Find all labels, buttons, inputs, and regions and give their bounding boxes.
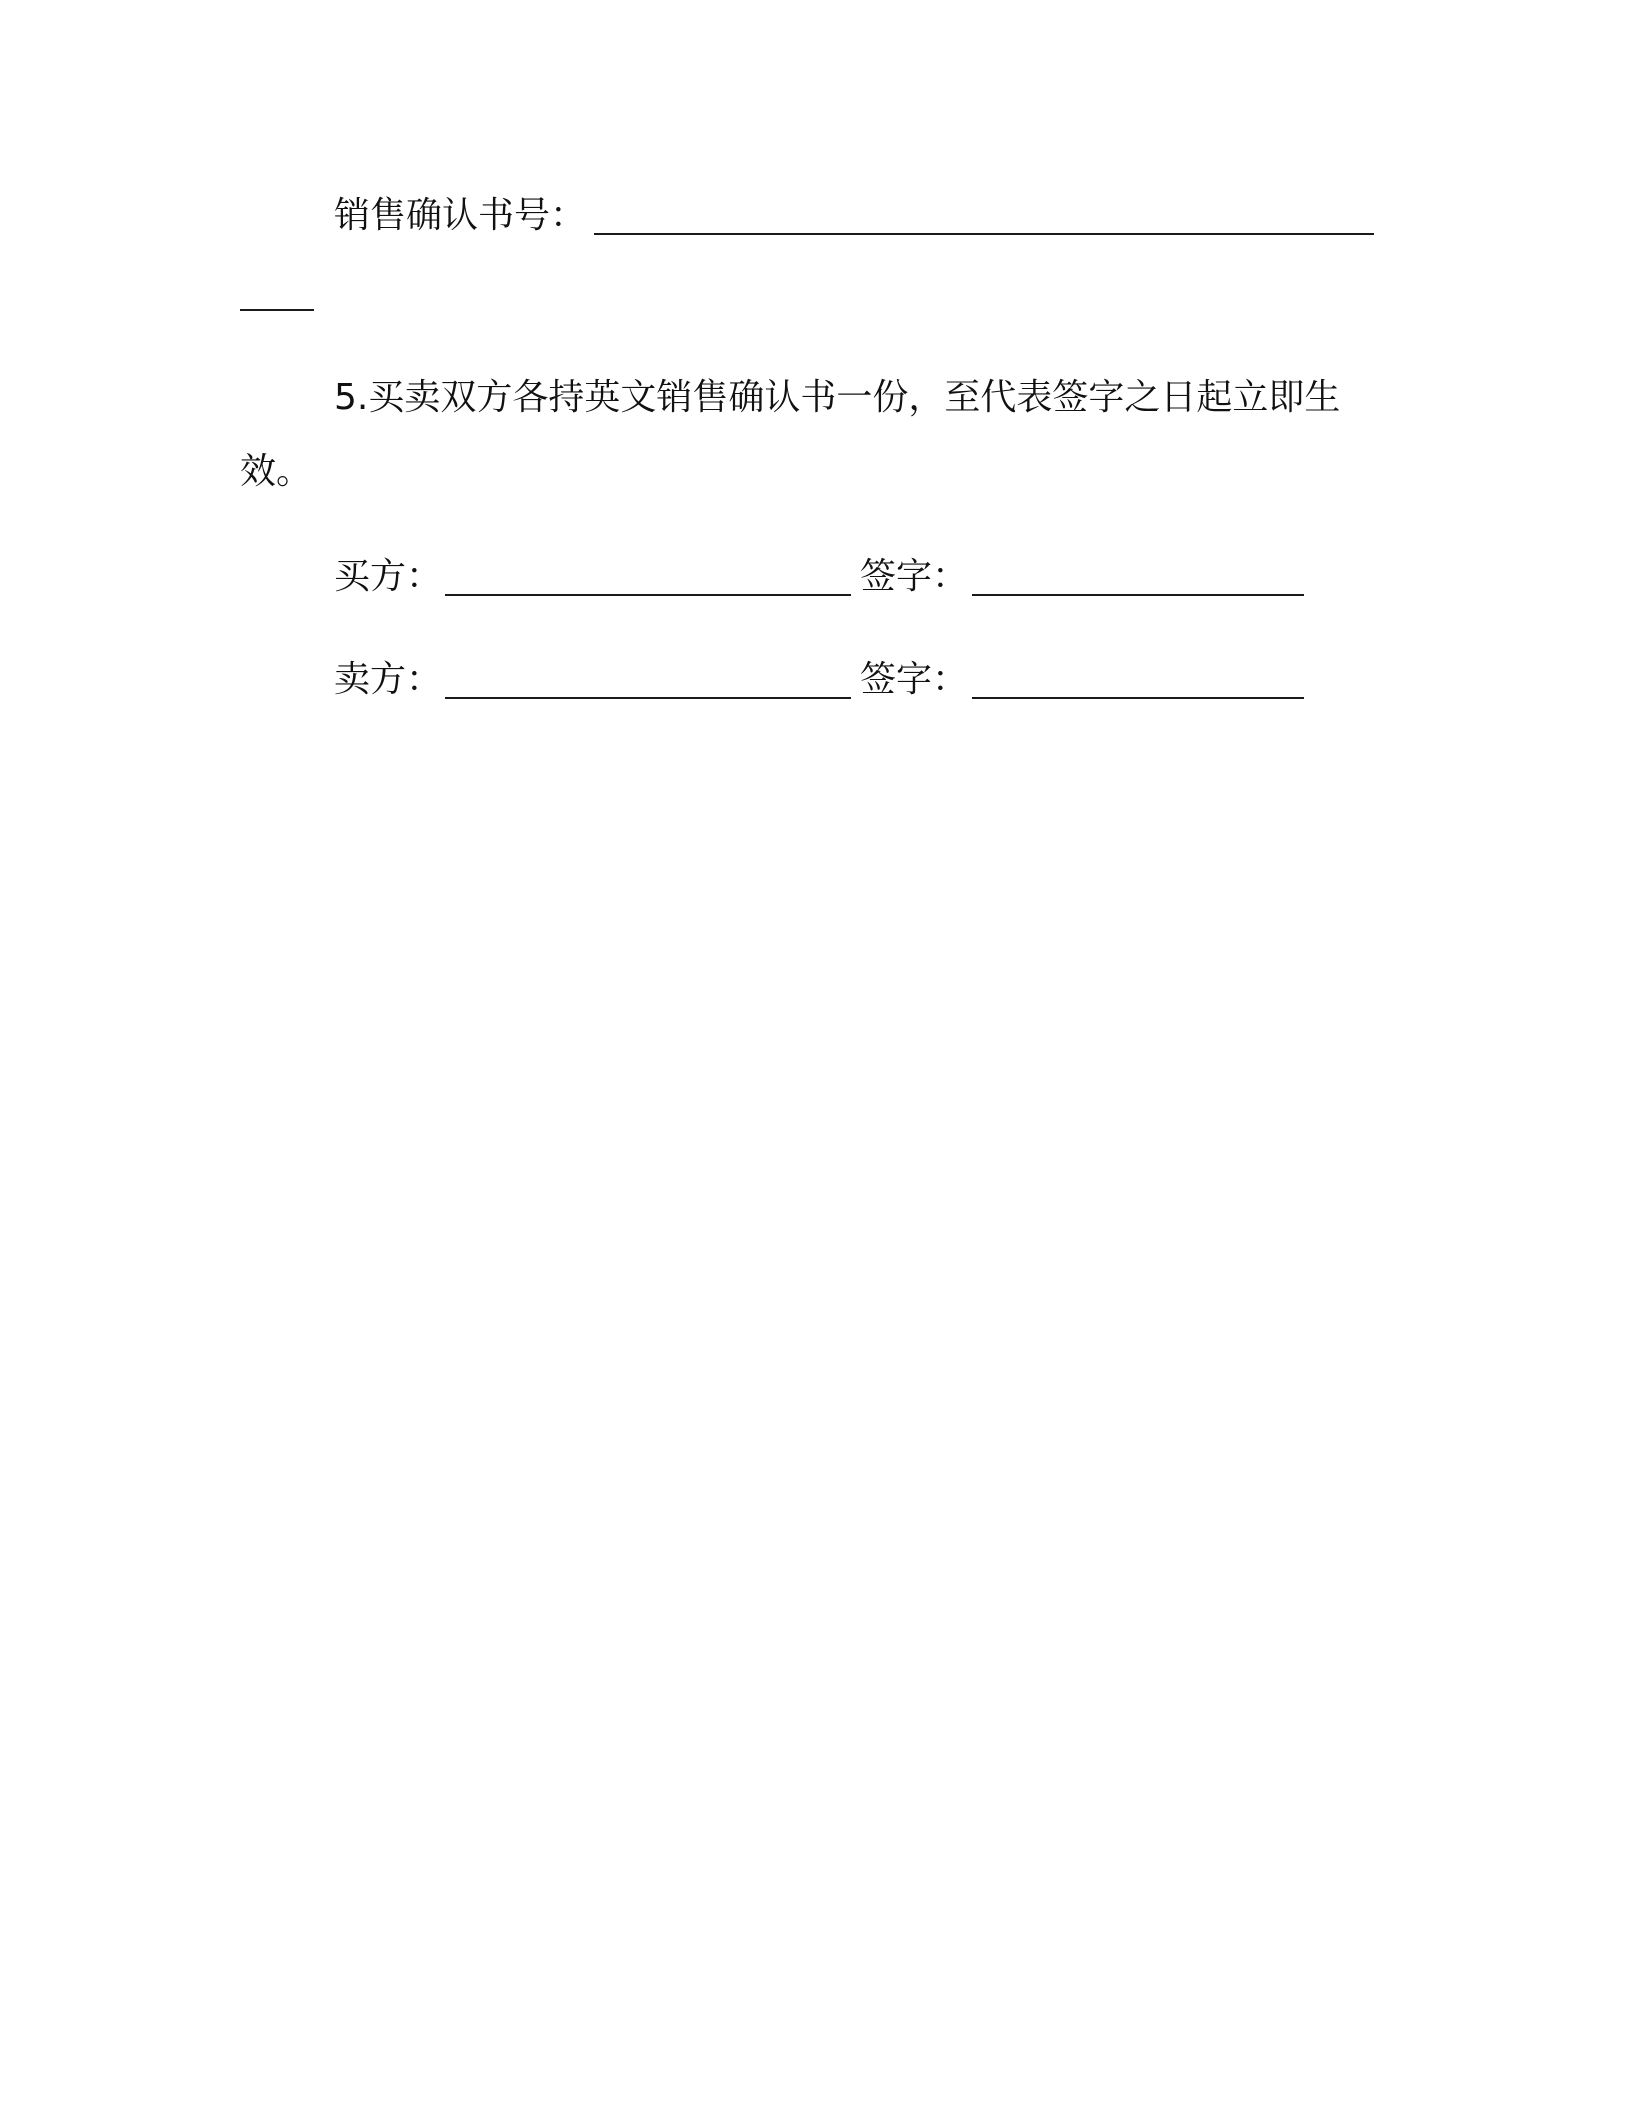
- confirmation-number-blank-continuation[interactable]: [240, 309, 314, 311]
- clause-5-line-2: 效。: [240, 451, 313, 492]
- buyer-name-blank[interactable]: [445, 594, 851, 596]
- seller-signature-blank[interactable]: [972, 697, 1304, 699]
- buyer-signature-label: 签字：: [860, 556, 969, 597]
- seller-name-blank[interactable]: [445, 697, 851, 699]
- confirmation-number-label: 销售确认书号：: [334, 195, 587, 236]
- buyer-label: 买方：: [334, 556, 443, 597]
- buyer-signature-blank[interactable]: [972, 594, 1304, 596]
- seller-label: 卖方：: [334, 659, 443, 700]
- clause-5-line-1: 5.买卖双方各持英文销售确认书一份，至代表签字之日起立即生: [334, 377, 1341, 418]
- confirmation-number-blank[interactable]: [594, 233, 1374, 235]
- seller-signature-label: 签字：: [860, 659, 969, 700]
